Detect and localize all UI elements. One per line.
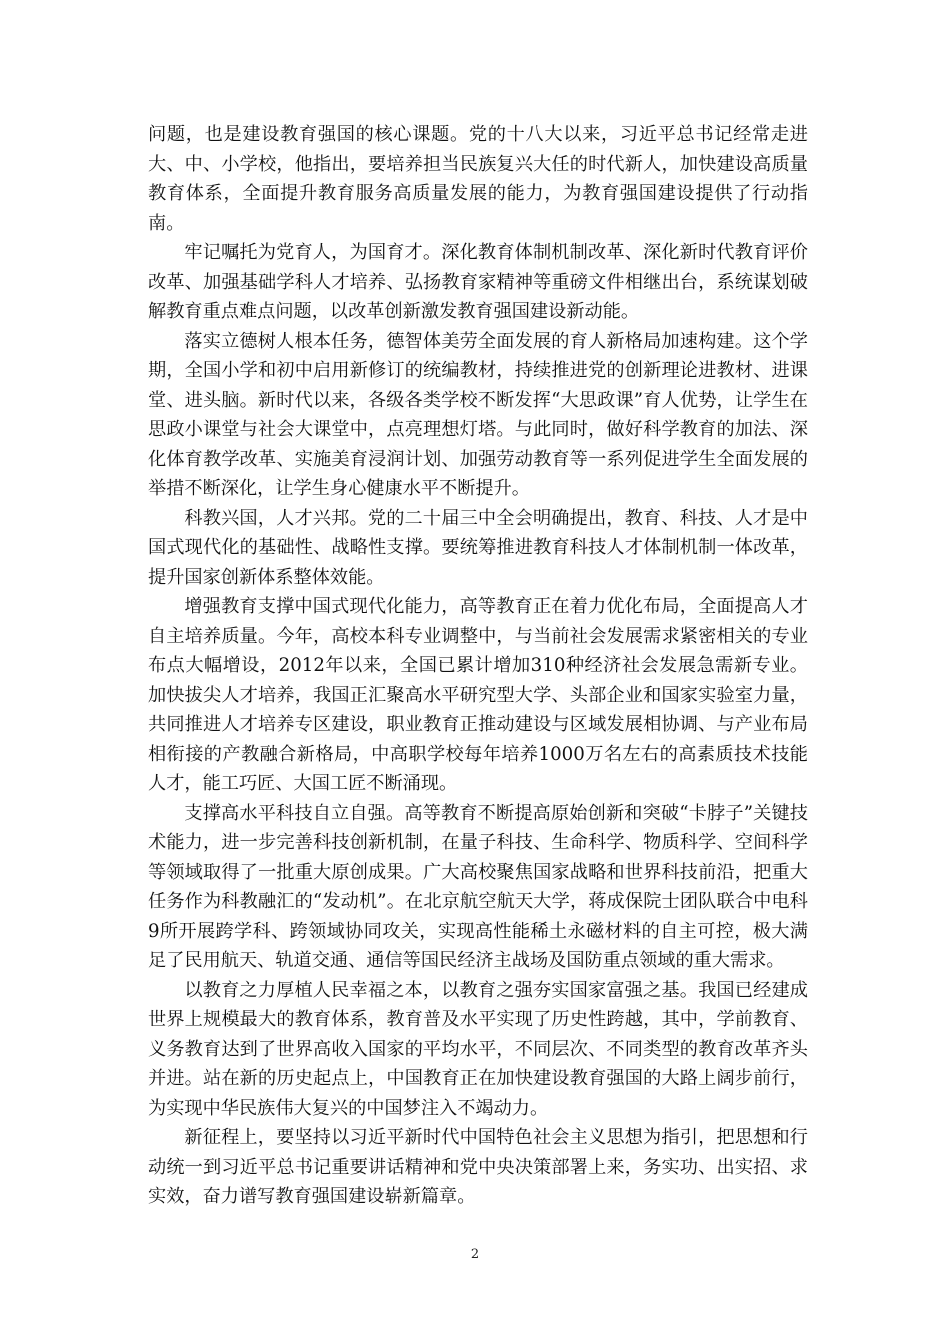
- paragraph: 落实立德树人根本任务，德智体美劳全面发展的育人新格局加速构建。这个学期，全国小学和初中启用新修订的统编教材，持续推进党的创新理论进教材、进课堂、进头脑。新时代以来，各级各类学校不断发挥“大思政课”育人优势，让学生在思政小课堂与社会大课堂中，点亮理想灯塔。与此同时，做好科学教育的加法、深化体育教学改革、实施美育浸润计划、加强劳动教育等一系列促进学生全面发展的举措不断深化，让学生身心健康水平不断提升。: [148, 330, 808, 499]
- paragraph: 支撑高水平科技自立自强。高等教育不断提高原始创新和突破“卡脖子”关键技术能力，进一步完善科技创新机制，在量子科技、生命科学、物质科学、空间科学等领域取得了一批重大原创成果。广大高校聚焦国家战略和世界科技前沿，把重大任务作为科教融汇的“发动机”。在北京航空航天大学，蒋成保院士团队联合中电科9所开展跨学科、跨领域协同攻关，实现高性能稀土永磁材料的自主可控，极大满足了民用航天、轨道交通、通信等国民经济主战场及国防重点领域的重大需求。: [148, 802, 808, 971]
- paragraph: 以教育之力厚植人民幸福之本，以教育之强夯实国家富强之基。我国已经建成世界上规模最大的教育体系，教育普及水平实现了历史性跨越，其中，学前教育、义务教育达到了世界高收入国家的平均水平，不同层次、不同类型的教育改革齐头并进。站在新的历史起点上，中国教育正在加快建设教育强国的大路上阔步前行，为实现中华民族伟大复兴的中国梦注入不竭动力。: [148, 979, 808, 1119]
- paragraph-continuation: 问题，也是建设教育强国的核心课题。党的十八大以来，习近平总书记经常走进大、中、小学校，他指出，要培养担当民族复兴大任的时代新人，加快建设高质量教育体系，全面提升教育服务高质量发展的能力，为教育强国建设提供了行动指南。: [148, 124, 808, 234]
- paragraph: 科教兴国，人才兴邦。党的二十届三中全会明确提出，教育、科技、人才是中国式现代化的基础性、战略性支撑。要统筹推进教育科技人才体制机制一体改革，提升国家创新体系整体效能。: [148, 507, 808, 588]
- page-number: 2: [470, 1247, 480, 1262]
- paragraph: 牢记嘱托为党育人，为国育才。深化教育体制机制改革、深化新时代教育评价改革、加强基础学科人才培养、弘扬教育家精神等重磅文件相继出台，系统谋划破解教育重点难点问题，以改革创新激发教育强国建设新动能。: [148, 242, 808, 322]
- body-text: [148, 120, 808, 1212]
- paragraph: 新征程上，要坚持以习近平新时代中国特色社会主义思想为指引，把思想和行动统一到习近平总书记重要讲话精神和党中央决策部署上来，务实功、出实招、求实效，奋力谱写教育强国建设崭新篇章。: [148, 1127, 808, 1207]
- paragraph: 增强教育支撑中国式现代化能力，高等教育正在着力优化布局，全面提高人才自主培养质量。今年，高校本科专业调整中，与当前社会发展需求紧密相关的专业布点大幅增设，2012年以来，全国已累计增加310种经济社会发展急需新专业。加快拔尖人才培养，我国正汇聚高水平研究型大学、头部企业和国家实验室力量，共同推进人才培养专区建设，职业教育正推动建设与区域发展相协调、与产业布局相衔接的产教融合新格局，中高职学校每年培养1000万名左右的高素质技术技能人才，能工巧匠、大国工匠不断涌现。: [148, 596, 808, 794]
